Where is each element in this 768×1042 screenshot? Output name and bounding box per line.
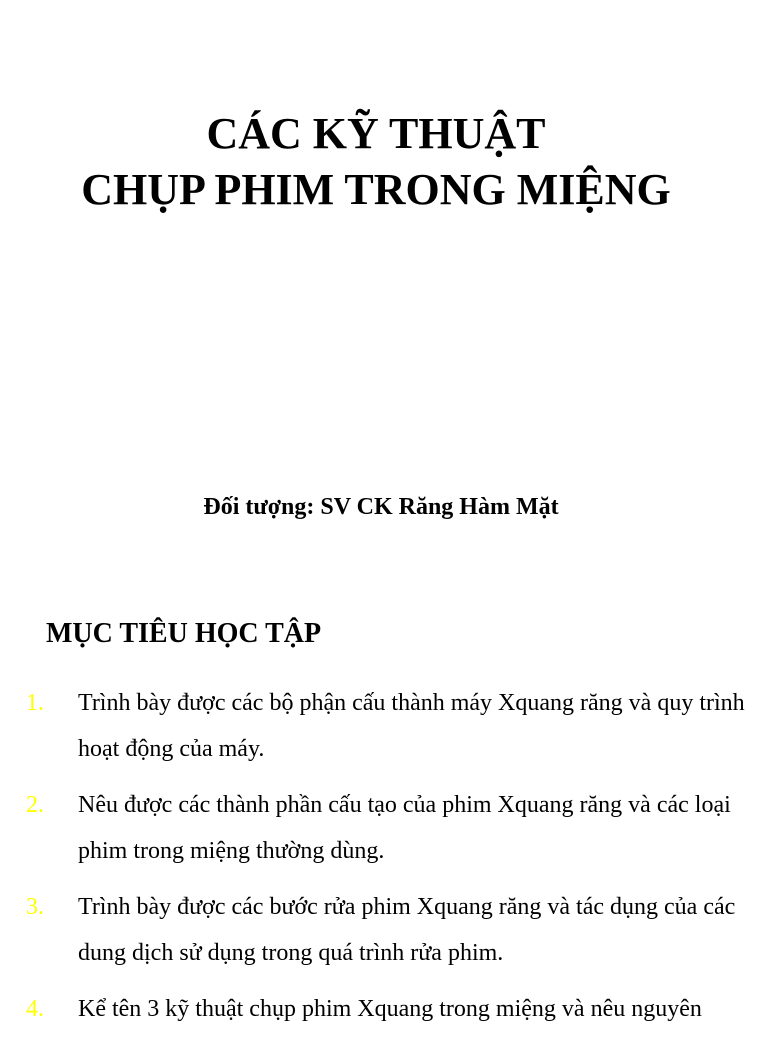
- objective-text: Nêu được các thành phần cấu tạo của phim Xquang răng và các loại phim trong miệng thường dùng.: [78, 792, 731, 864]
- objective-number: 2.: [26, 792, 44, 818]
- objective-item: [0, 782, 768, 874]
- title-line-2: CHỤP PHIM TRONG MIỆNG: [81, 165, 671, 214]
- objective-number: 4.: [26, 996, 44, 1022]
- target-audience: Đối tượng: SV CK Răng Hàm Mặt: [203, 494, 559, 520]
- objectives-heading: MỤC TIÊU HỌC TẬP: [46, 618, 322, 649]
- objective-item: [0, 986, 768, 1032]
- page-title: [0, 106, 752, 218]
- objectives-list: [0, 680, 768, 1042]
- objective-text: Kể tên 3 kỹ thuật chụp phim Xquang trong miệng và nêu nguyên: [78, 996, 702, 1022]
- objective-text: Trình bày được các bộ phận cấu thành máy Xquang răng và quy trình hoạt động của máy.: [78, 690, 745, 762]
- objective-number: 3.: [26, 894, 44, 920]
- objective-item: [0, 884, 768, 976]
- objective-text: Trình bày được các bước rửa phim Xquang răng và tác dụng của các dung dịch sử dụng trong quá trình rửa phim.: [78, 894, 736, 966]
- objective-number: 1.: [26, 690, 44, 716]
- title-line-1: CÁC KỸ THUẬT: [206, 109, 546, 158]
- objective-item: [0, 680, 768, 772]
